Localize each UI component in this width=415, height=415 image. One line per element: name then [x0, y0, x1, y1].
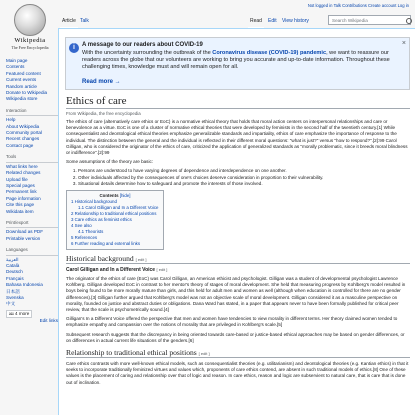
sidebar-item-help[interactable]: Help	[6, 117, 16, 123]
toc-item[interactable]: 1 Historical background	[71, 199, 117, 205]
intro-paragraph: The ethics of care (alternatively care ethics or EoC) is a normative ethical theory that holds that moral action centers on interpersonal relationships and care or benevolence as a virtue. EoC is one of a cluster of normative ethical theories that were developed by feminists in the second half of the twentieth century.[1] While consequentialist and deontological ethical theories emphasize generalizable standards and impartiality, ethics of care emphasize the importance of response to the individual. The distinction between the general and the individual is reflected in their different moral questions: "what is just?" versus "how to respond?".[2]:99 Carol Gilligan, who is considered the originator of the ethics of care, criticized the application of generalized standards as "morally problematic, since it breeds moral blindness or indifference".[2]:99	[66, 119, 408, 156]
sidebar-main	[6, 58, 58, 103]
section-title: Historical background	[66, 254, 134, 264]
toc-item[interactable]: 4 See also	[71, 223, 92, 229]
toc-item[interactable]: 1.1 Carol Gilligan and In a Different Voice	[78, 205, 159, 211]
tab-edit[interactable]: Edit	[268, 18, 277, 24]
edit-section-link[interactable]: [ edit ]	[135, 257, 147, 263]
toc-title-text: Contents	[99, 193, 119, 199]
banner-covid-link[interactable]: Coronavirus disease (COVID-19) pandemic	[212, 50, 327, 56]
sidebar	[6, 58, 58, 330]
list-item: 2. Other individuals affected by the consequences of one's choices deserve consideration in proportion to their vulnerability.	[78, 175, 410, 181]
tab-talk[interactable]: Talk	[80, 18, 89, 24]
list-item: 3. Situational details determine how to safeguard and promote the interests of those involved.	[78, 181, 410, 187]
sidebar-header-interaction: Interaction	[6, 108, 58, 116]
close-icon[interactable]: ×	[401, 40, 406, 47]
logo-tagline: The Free Encyclopedia	[11, 45, 49, 50]
edit-section-link[interactable]: [ edit ]	[156, 267, 168, 273]
toc-item[interactable]: 2 Relationship to traditional ethical positions	[71, 211, 157, 217]
subsection-heading-gilligan	[66, 267, 410, 273]
gilligan-paragraph-3: Subsequent research suggests that the discrepancy in being oriented towards care-based or justice-based ethical approaches may be based on gender differences, or on differences in actual current life situations of the genders.[6]	[66, 331, 405, 343]
sidebar-interaction	[6, 108, 58, 149]
sidebar-item-random[interactable]: Random article	[6, 83, 37, 89]
sidebar-item-upload[interactable]: Upload file	[6, 176, 28, 182]
sidebar-header-print: Print/export	[6, 220, 58, 228]
sidebar-item-current-events[interactable]: Current events	[6, 77, 37, 83]
lang-fr[interactable]: Français	[6, 275, 24, 281]
sidebar-item-cite[interactable]: Cite this page	[6, 202, 35, 208]
sidebar-tools	[6, 154, 58, 215]
banner-title: A message to our readers about COVID-19	[82, 42, 203, 48]
sidebar-item-recent-changes[interactable]: Recent changes	[6, 136, 40, 142]
from-line: From Wikipedia, the free encyclopedia	[66, 111, 141, 116]
wikipedia-logo[interactable]	[4, 4, 56, 56]
lang-ca[interactable]: Català	[6, 262, 20, 268]
tab-read[interactable]: Read	[248, 16, 264, 28]
sidebar-item-main-page[interactable]: Main page	[6, 58, 28, 63]
lang-de[interactable]: Deutsch	[6, 269, 23, 275]
banner-text-2: , we want to reassure our readers across the globe that our volunteers are working to bring you accurate and up-to-date information. Throughout these challenging times, knowledge must and will remain open for all.	[82, 50, 390, 70]
lang-zh[interactable]: 中文	[6, 301, 16, 307]
sidebar-item-page-info[interactable]: Page information	[6, 195, 41, 201]
assumptions-list	[78, 168, 410, 187]
tab-history[interactable]: View history	[282, 18, 309, 24]
banner-text	[82, 50, 400, 71]
sidebar-item-permanent[interactable]: Permanent link	[6, 189, 37, 195]
sidebar-item-special[interactable]: Special pages	[6, 182, 35, 188]
globe-icon	[14, 4, 46, 36]
lang-ja[interactable]: 日本語	[6, 288, 20, 294]
sidebar-item-related[interactable]: Related changes	[6, 170, 41, 176]
sidebar-item-featured[interactable]: Featured content	[6, 70, 41, 76]
sidebar-item-wikidata[interactable]: Wikidata item	[6, 208, 34, 214]
sidebar-item-contact[interactable]: Contact page	[6, 142, 34, 148]
page-title: Ethics of care	[66, 95, 410, 109]
sidebar-languages	[6, 247, 58, 324]
tab-article[interactable]: Article	[60, 16, 78, 28]
table-of-contents	[66, 190, 164, 250]
banner-text-1: With the uncertainty surrounding the outbreak of the	[82, 50, 213, 56]
search-icon[interactable]	[406, 18, 412, 24]
sidebar-item-printable[interactable]: Printable version	[6, 235, 41, 241]
section-heading-relationship	[66, 348, 410, 358]
info-icon: i	[69, 43, 79, 53]
sidebar-item-community[interactable]: Community portal	[6, 130, 42, 136]
sidebar-header-languages: Languages	[6, 247, 58, 255]
edit-section-link[interactable]: [ edit ]	[198, 351, 210, 357]
lang-ar[interactable]: العربية	[6, 256, 19, 262]
search-input[interactable]: Search Wikipedia	[328, 15, 411, 25]
gilligan-paragraph-2: Gilligan's In a Different Voice offered the perspective that men and women have tendencies to view morality in different terms. Her theory claimed women tended to emphasize empathy and compassion over the notions of morality that are privileged in Kohlberg's scale.[5]	[66, 316, 398, 328]
toc-item[interactable]: 4.1 Theorists	[78, 229, 104, 235]
sidebar-item-what-links[interactable]: What links here	[6, 163, 38, 169]
sidebar-print	[6, 220, 58, 242]
lang-sv[interactable]: Svenska	[6, 295, 24, 300]
sidebar-item-contents[interactable]: Contents	[6, 64, 25, 70]
sidebar-item-about[interactable]: About Wikipedia	[6, 123, 40, 129]
covid-banner	[65, 37, 410, 90]
lang-id[interactable]: Bahasa Indonesia	[6, 282, 43, 288]
gilligan-paragraph-1: The originator of the ethics of care (EoC) was Carol Gilligan, an American ethicist and psychologist. Gilligan was a student of developmental psychologist Lawrence Kohlberg. Gilligan developed EoC in contrast to her mentor's theory of stages of moral development. She held that measuring progress by Kohlberg's model resulted in boys being found to be more morally mature than girls, and this held for adult men and women as well (although when education is controlled for there are no gender differences).[3] Gilligan further argued that Kohlberg's model was not an objective scale of moral development. Gilligan considered it as a masculine perspective on morality, founded on justice and abstract duties or obligations. Dana Ward has stated, in a paper that appears never to have been formally published for critical peer review, that the scale is psychometrically sound.[4]	[66, 276, 406, 313]
content-area	[58, 28, 415, 415]
personal-tools[interactable]: Not logged in Talk Contributions Create account Log in	[307, 3, 409, 8]
toc-item[interactable]: 3 Care ethics as feminist ethics	[71, 217, 132, 223]
page-tabs	[58, 14, 411, 28]
assumptions-intro: Some assumptions of the theory are basic:	[66, 159, 154, 165]
section-title: Relationship to traditional ethical positions	[66, 348, 197, 358]
section-heading-history	[66, 254, 410, 264]
sidebar-header-tools: Tools	[6, 154, 58, 162]
logo-name: Wikipedia	[14, 37, 46, 44]
banner-read-more[interactable]: Read more →	[82, 79, 121, 85]
sidebar-item-pdf[interactable]: Download as PDF	[6, 229, 44, 235]
toc-item[interactable]: 5 References	[71, 235, 98, 241]
list-item: 1. Persons are understood to have varying degrees of dependence and interdependence on one another.	[78, 168, 410, 174]
toc-hide-link[interactable]: [hide]	[119, 193, 131, 199]
toc-item[interactable]: 6 Further reading and external links	[71, 241, 141, 247]
more-languages-button[interactable]: ⅏ 4 more	[6, 310, 32, 318]
sidebar-item-donate[interactable]: Donate to Wikipedia	[6, 90, 48, 96]
edit-links-link[interactable]: Edit links	[39, 318, 58, 324]
article	[66, 95, 410, 389]
sidebar-item-store[interactable]: Wikipedia store	[6, 96, 38, 102]
subsection-title: Carol Gilligan and In a Different Voice	[66, 267, 156, 274]
relationship-paragraph: Care ethics contrasts with more well-known ethical models, such as consequentialist theories (e.g. utilitarianism) and deontological theories (e.g. Kantian ethics) in that it seeks to incorporate traditionally feminized virtues and values which, proponents of care ethics contend, are absent in such traditional models of ethics.[8] One of these values is the placement of caring and relationship over that of logic and reason. In care ethics, reason and logic are subservient to natural care, that is care that is done out of inclination.	[66, 361, 409, 385]
